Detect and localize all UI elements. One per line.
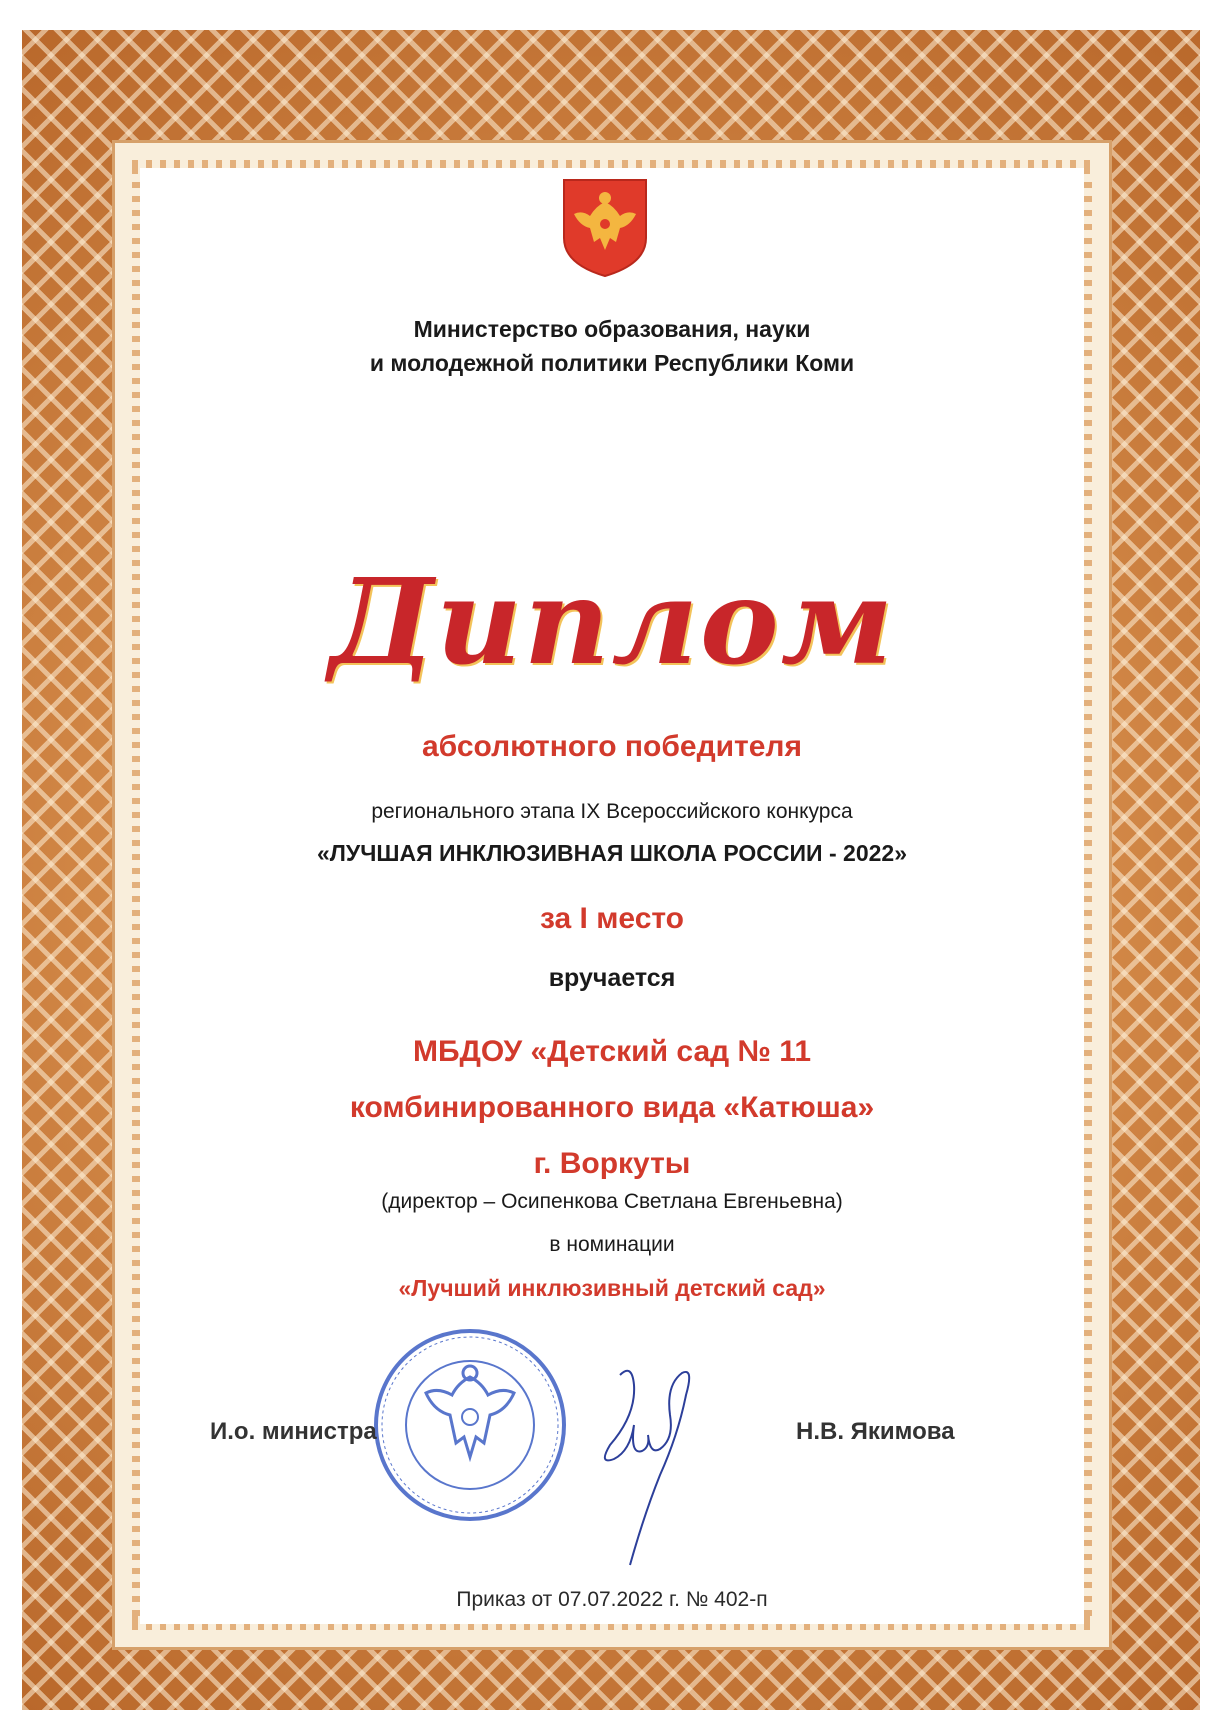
nomination-label: в номинации xyxy=(549,1233,675,1256)
order-reference: Приказ от 07.07.2022 г. № 402-п xyxy=(456,1588,768,1611)
awarded-text: вручается xyxy=(548,964,676,992)
official-seal-icon xyxy=(370,1325,570,1525)
nomination-name: «Лучший инклюзивный детский сад» xyxy=(398,1275,826,1301)
diploma-title: Диплом xyxy=(329,552,895,691)
diploma-subtitle: абсолютного победителя xyxy=(422,730,802,763)
organization-name xyxy=(140,1024,1084,1192)
signatory-name: Н.В. Якимова xyxy=(796,1418,955,1445)
organization-line-3: г. Воркуты xyxy=(533,1147,691,1180)
contest-stage: регионального этапа IX Всероссийского конкурса xyxy=(371,800,853,823)
komi-coat-of-arms-icon xyxy=(560,176,650,278)
ministry-line-2: и молодежной политики Республики Коми xyxy=(369,350,855,376)
organization-line-2: комбинированного вида «Катюша» xyxy=(349,1091,875,1124)
place-award: за I место xyxy=(540,902,684,935)
director-name: (директор – Осипенкова Светлана Евгеньевна) xyxy=(381,1190,843,1213)
contest-name: «ЛУЧШАЯ ИНКЛЮЗИВНАЯ ШКОЛА РОССИИ - 2022» xyxy=(317,840,907,866)
handwritten-signature-icon xyxy=(590,1355,710,1575)
ministry-name xyxy=(140,312,1084,380)
organization-line-1: МБДОУ «Детский сад № 11 xyxy=(412,1035,812,1068)
ministry-line-1: Министерство образования, науки xyxy=(413,316,811,342)
signatory-title: И.о. министра xyxy=(210,1418,377,1445)
